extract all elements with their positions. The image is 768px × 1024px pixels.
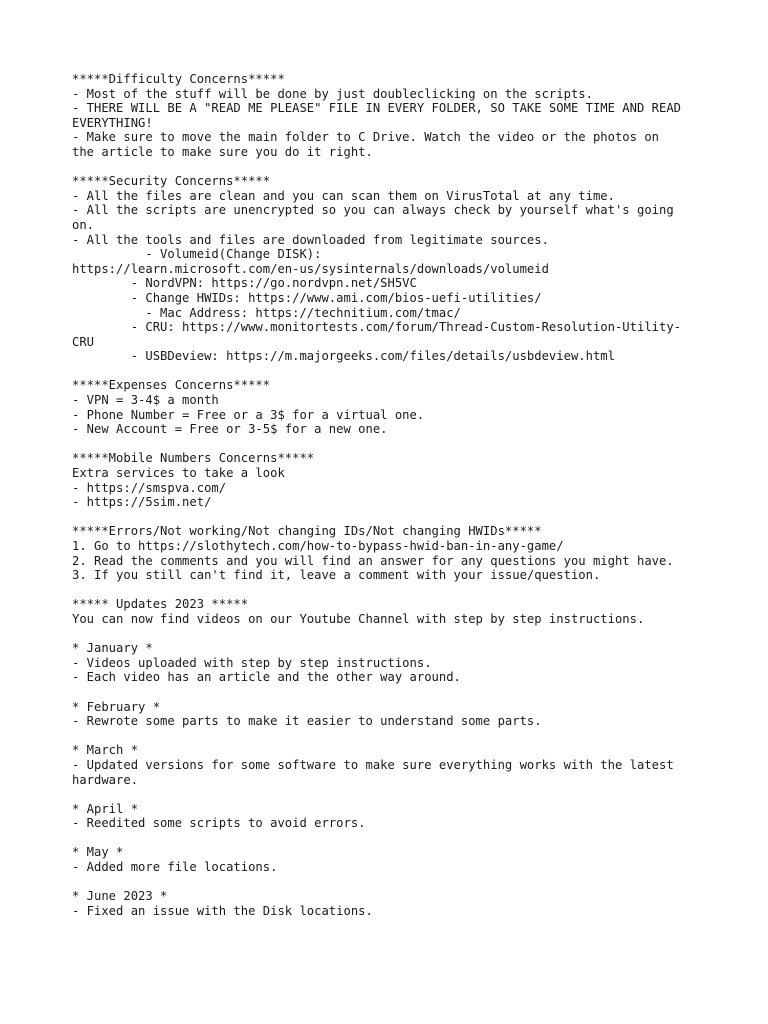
text-line: - Change HWIDs: https://www.ami.com/bios-uefi-utilities/ — [72, 290, 542, 305]
text-line: - Mac Address: https://technitium.com/tmac/ — [72, 305, 461, 320]
blank-line — [72, 787, 702, 802]
text-line: - THERE WILL BE A "READ ME PLEASE" FILE IN EVERY FOLDER, SO TAKE SOME TIME AND READ — [72, 101, 682, 116]
blank-line — [72, 831, 702, 846]
blank-line — [72, 364, 702, 379]
text-line: https://learn.microsoft.com/en-us/sysinternals/downloads/volumeid — [72, 261, 549, 276]
text-line: *****Mobile Numbers Concerns***** — [72, 451, 315, 466]
text-line: - Fixed an issue with the Disk locations. — [72, 903, 373, 918]
text-line: - VPN = 3-4$ a month — [72, 393, 219, 408]
text-line: - Added more file locations. — [72, 860, 278, 875]
text-line: - Rewrote some parts to make it easier to understand some parts. — [72, 714, 542, 729]
text-line: * April * — [72, 801, 139, 816]
blank-line — [72, 437, 702, 452]
text-line: hardware. — [72, 772, 139, 787]
text-line: Extra services to take a look — [72, 466, 285, 481]
text-line: * June 2023 * — [72, 889, 168, 904]
text-line: - New Account = Free or 3-5$ for a new one. — [72, 422, 388, 437]
blank-line — [72, 729, 702, 744]
text-line: the article to make sure you do it right. — [72, 144, 373, 159]
text-line: - Reedited some scripts to avoid errors. — [72, 816, 366, 831]
text-line: - Videos uploaded with step by step instructions. — [72, 655, 432, 670]
text-line: * March * — [72, 743, 139, 758]
document-body — [72, 72, 702, 918]
text-line: *****Errors/Not working/Not changing IDs/Not changing HWIDs***** — [72, 524, 542, 539]
text-line: - CRU: https://www.monitortests.com/forum/Thread-Custom-Resolution-Utility- — [72, 320, 682, 335]
text-line: EVERYTHING! — [72, 115, 153, 130]
text-line: ***** Updates 2023 ***** — [72, 597, 249, 612]
blank-line — [72, 160, 702, 175]
text-line: - All the tools and files are downloaded from legitimate sources. — [72, 232, 549, 247]
blank-line — [72, 685, 702, 700]
text-line: - USBDeview: https://m.majorgeeks.com/files/details/usbdeview.html — [72, 349, 615, 364]
text-line: *****Security Concerns***** — [72, 174, 271, 189]
text-line: - https://5sim.net/ — [72, 495, 212, 510]
blank-line — [72, 510, 702, 525]
text-line: * January * — [72, 641, 153, 656]
text-line: - Make sure to move the main folder to C Drive. Watch the video or the photos on — [72, 130, 659, 145]
text-line: - Each video has an article and the other way around. — [72, 670, 461, 685]
text-line: - All the scripts are unencrypted so you can always check by yourself what's going — [72, 203, 674, 218]
text-line: 2. Read the comments and you will find an answer for any questions you might have. — [72, 553, 674, 568]
text-line: * May * — [72, 845, 124, 860]
text-line: *****Expenses Concerns***** — [72, 378, 271, 393]
text-line: - https://smspva.com/ — [72, 480, 227, 495]
blank-line — [72, 583, 702, 598]
blank-line — [72, 627, 702, 642]
text-line: - NordVPN: https://go.nordvpn.net/SH5VC — [72, 276, 417, 291]
text-line: - Updated versions for some software to make sure everything works with the latest — [72, 757, 674, 772]
text-line: You can now find videos on our Youtube Channel with step by step instructions. — [72, 611, 645, 626]
text-line: 3. If you still can't find it, leave a comment with your issue/question. — [72, 568, 601, 583]
text-line: on. — [72, 217, 95, 232]
text-line: CRU — [72, 334, 95, 349]
text-line: *****Difficulty Concerns***** — [72, 72, 285, 86]
text-line: - Phone Number = Free or a 3$ for a virtual one. — [72, 407, 425, 422]
text-line: - Volumeid(Change DISK): — [72, 247, 322, 262]
text-line: * February * — [72, 699, 161, 714]
text-line: - All the files are clean and you can scan them on VirusTotal at any time. — [72, 188, 615, 203]
text-line: - Most of the stuff will be done by just doubleclicking on the scripts. — [72, 86, 593, 101]
blank-line — [72, 875, 702, 890]
text-line: 1. Go to https://slothytech.com/how-to-bypass-hwid-ban-in-any-game/ — [72, 539, 564, 553]
